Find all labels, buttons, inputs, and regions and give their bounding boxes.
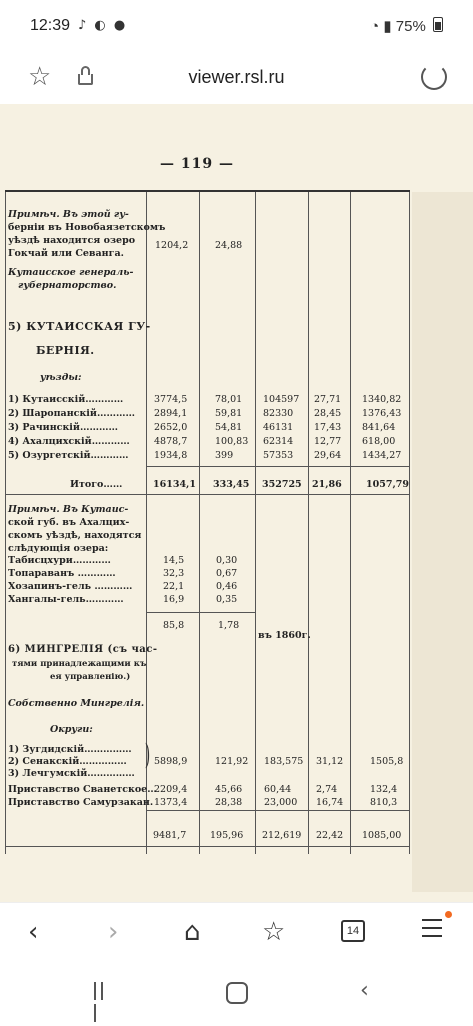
note1-line: берніи въ Новобаязетскомъ <box>8 222 166 233</box>
status-right <box>370 17 443 35</box>
note2-line: ской губ. въ Ахалцих- <box>8 517 130 528</box>
mingrelia-heading: ея управленію.) <box>50 672 131 682</box>
uezdy-label: уѣзды: <box>40 372 82 383</box>
district-value: 17,43 <box>314 422 342 433</box>
okrug-value: 121,92 <box>215 756 249 767</box>
district-value: 29,64 <box>314 450 342 461</box>
table-bottom-rule <box>5 846 409 847</box>
notification-icons: ♪ ◐ ● <box>78 18 128 33</box>
okrug-value: 5898,9 <box>154 756 188 767</box>
note1-line: Примѣч. Въ этой гу- <box>8 209 129 220</box>
lake-value: 0,46 <box>216 581 238 592</box>
pristavstvo-value: 2,74 <box>316 784 338 795</box>
lake-value: 0,35 <box>216 594 238 605</box>
district-name: 3) Рачинскій………… <box>8 422 118 433</box>
column-rule <box>199 192 200 854</box>
okrug-row: 2) Сенакскій…………… <box>8 756 127 767</box>
home-button-icon[interactable] <box>226 982 248 1004</box>
note2-line: Примѣч. Въ Кутаис- <box>8 504 129 515</box>
pristavstvo-name: Приставство Сванетское… <box>8 784 157 795</box>
district-value: 1340,82 <box>362 394 402 405</box>
district-value: 2652,0 <box>154 422 188 433</box>
row-rule <box>146 810 409 811</box>
pristavstvo-value: 1373,4 <box>154 797 188 808</box>
district-value: 82330 <box>263 408 294 419</box>
lake-value: 14,5 <box>163 555 185 566</box>
browser-address-bar <box>0 54 473 104</box>
column-rule <box>308 192 309 854</box>
district-value: 57353 <box>263 450 294 461</box>
signal-icon: ▮ <box>383 18 392 35</box>
note2-line: скомъ уѣздѣ, находятся <box>8 530 142 541</box>
tabs-button[interactable]: 14 <box>341 920 365 942</box>
pristavstvo-value: 132,4 <box>370 784 398 795</box>
pristavstvo-value: 16,74 <box>316 797 344 808</box>
district-value: 62314 <box>263 436 294 447</box>
total2-value: 9481,7 <box>153 830 187 841</box>
district-value: 1934,8 <box>154 450 188 461</box>
battery-icon <box>433 17 443 32</box>
district-value: 28,45 <box>314 408 342 419</box>
district-value: 1376,43 <box>362 408 402 419</box>
district-value: 841,64 <box>362 422 396 433</box>
favorites-icon[interactable]: ☆ <box>262 917 286 947</box>
district-value: 4878,7 <box>154 436 188 447</box>
bookmark-star-icon[interactable]: ☆ <box>28 62 52 92</box>
column-rule <box>255 192 256 854</box>
mingrelia-heading: тями принадлежащими къ <box>12 659 147 669</box>
row-rule <box>146 466 409 467</box>
okrug-row: 3) Лечгумскій…………… <box>8 768 135 779</box>
column-rule <box>409 192 410 854</box>
total1-value: 21,86 <box>312 479 342 490</box>
total1-value: 16134,1 <box>153 479 196 490</box>
total2-value: 1085,00 <box>362 830 402 841</box>
district-value: 3774,5 <box>154 394 188 405</box>
next-page-edge <box>412 192 473 892</box>
menu-icon[interactable] <box>422 919 442 943</box>
lakes-total: 85,8 <box>163 620 185 631</box>
pristavstvo-value: 2209,4 <box>154 784 188 795</box>
lake-name: Табисцхури………… <box>8 555 111 566</box>
row-rule <box>146 612 255 613</box>
lake-value: 22,1 <box>163 581 185 592</box>
column-rule <box>5 192 6 854</box>
notification-dot <box>445 911 452 918</box>
district-value: 100,83 <box>215 436 249 447</box>
wifi-icon: ◔ <box>370 18 380 35</box>
reload-icon[interactable] <box>421 64 447 90</box>
district-value: 2894,1 <box>154 408 188 419</box>
district-value: 104597 <box>263 394 300 405</box>
district-value: 59,81 <box>215 408 243 419</box>
district-value: 27,71 <box>314 394 342 405</box>
district-name: 1) Кутаисскій………… <box>8 394 124 405</box>
bracket: ) <box>144 738 151 771</box>
lake-value: 0,67 <box>216 568 238 579</box>
status-time: 12:39 <box>30 17 71 34</box>
kutais-heading: 5) КУТАИССКАЯ ГУ- <box>8 320 151 333</box>
home-icon[interactable]: ⌂ <box>184 917 201 947</box>
lake-value: 0,30 <box>216 555 238 566</box>
column-rule <box>350 192 351 854</box>
back-icon[interactable]: ‹ <box>28 917 39 947</box>
okrug-value: 1505,8 <box>370 756 404 767</box>
system-navigation <box>0 964 473 1024</box>
total2-value: 212,619 <box>262 830 302 841</box>
okrugi-label: Округи: <box>50 724 93 735</box>
okrug-value: 183,575 <box>264 756 304 767</box>
district-value: 399 <box>215 450 234 461</box>
lake-name: Хангалы-гель………… <box>8 594 124 605</box>
pristavstvo-value: 810,3 <box>370 797 398 808</box>
row-rule <box>5 494 409 495</box>
lake-value: 16,9 <box>163 594 185 605</box>
page-number: — 119 — <box>160 156 234 172</box>
lake-value: 32,3 <box>163 568 185 579</box>
total2-value: 22,42 <box>316 830 344 841</box>
district-value: 78,01 <box>215 394 243 405</box>
pristavstvo-value: 28,38 <box>215 797 243 808</box>
pristavstvo-value: 45,66 <box>215 784 243 795</box>
note1-value: 24,88 <box>215 240 243 251</box>
district-value: 54,81 <box>215 422 243 433</box>
note1-line: уѣздѣ находится озеро <box>8 235 136 246</box>
note2-line: слѣдующія озера: <box>8 543 109 554</box>
document-viewport[interactable] <box>0 104 473 902</box>
lake-name: Хозапинъ-гель ………… <box>8 581 133 592</box>
scanned-page <box>0 104 473 902</box>
year-note: въ 1860г. <box>258 630 311 641</box>
total1-value: 1057,79 <box>366 479 409 490</box>
total1-value: 333,45 <box>213 479 250 490</box>
status-bar <box>0 0 473 54</box>
kutais-gov-line: губернаторство. <box>18 280 117 291</box>
total1-label: Итого…… <box>70 479 123 490</box>
district-value: 12,77 <box>314 436 342 447</box>
url-text[interactable]: viewer.rsl.ru <box>188 67 285 87</box>
note1-value: 1204,2 <box>155 240 189 251</box>
district-name: 5) Озургетскій………… <box>8 450 129 461</box>
kutais-gov-line: Кутаисское генераль- <box>8 267 134 278</box>
recent-apps-icon[interactable] <box>94 982 114 1000</box>
district-value: 46131 <box>263 422 294 433</box>
okrug-row: 1) Зугдидскій…………… <box>8 744 132 755</box>
note1-line: Гокчай или Севанга. <box>8 248 124 259</box>
forward-icon[interactable]: › <box>108 917 119 947</box>
okrug-value: 31,12 <box>316 756 344 767</box>
total1-value: 352725 <box>262 479 302 490</box>
pristavstvo-value: 23,000 <box>264 797 298 808</box>
district-value: 618,00 <box>362 436 396 447</box>
kutais-heading: БЕРНІЯ. <box>36 344 95 357</box>
total2-value: 195,96 <box>210 830 244 841</box>
lakes-total: 1,78 <box>218 620 240 631</box>
district-name: 2) Шаропанскій………… <box>8 408 135 419</box>
battery-percent: 75% <box>395 18 426 35</box>
mingrelia-heading: 6) МИНГРЕЛІЯ (съ час- <box>8 644 158 655</box>
system-back-icon[interactable]: ‹ <box>360 978 369 1003</box>
lake-name: Топараванъ ………… <box>8 568 116 579</box>
mingrelia-proper: Собственно Мингрелія. <box>8 698 145 709</box>
pristavstvo-name: Приставство Самурзакан. <box>8 797 154 808</box>
pristavstvo-value: 60,44 <box>264 784 292 795</box>
district-name: 4) Ахалцихскій………… <box>8 436 130 447</box>
browser-toolbar <box>0 902 473 965</box>
district-value: 1434,27 <box>362 450 402 461</box>
